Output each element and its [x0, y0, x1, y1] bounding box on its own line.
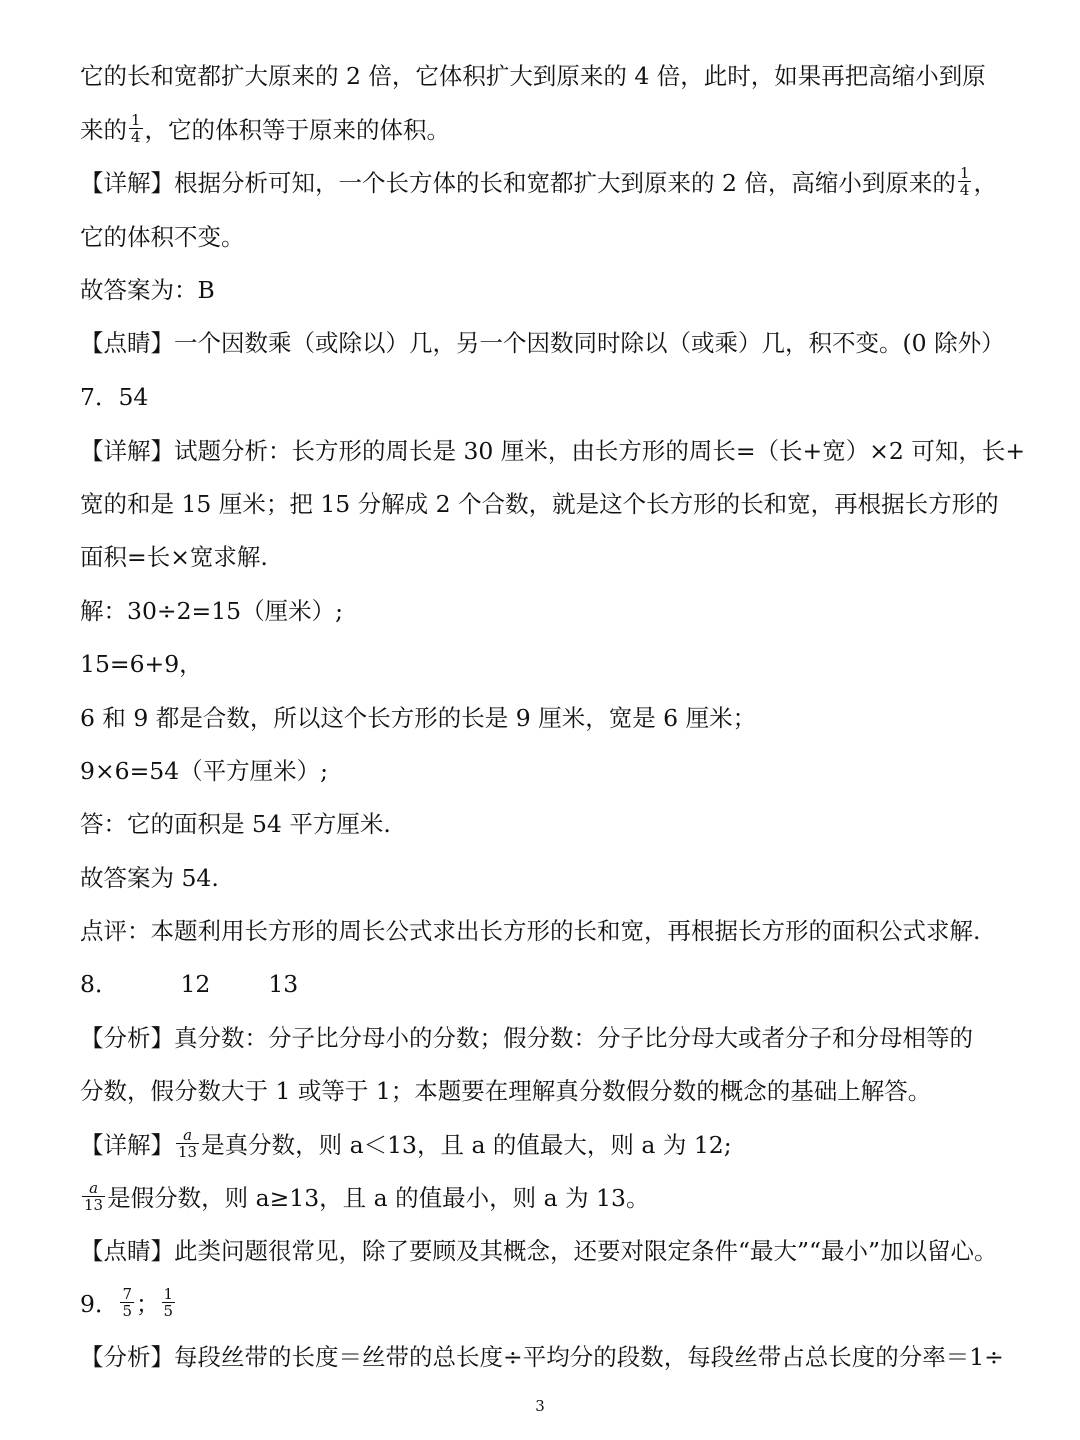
- fraction-denominator: 5: [122, 1302, 132, 1320]
- text-line: 它的长和宽都扩大原来的 2 倍，它体积扩大到原来的 4 倍，此时，如果再把高缩小到原: [80, 62, 986, 90]
- fraction-numerator: a: [183, 1126, 193, 1144]
- solution-line: 答：它的面积是 54 平方厘米.: [80, 810, 391, 838]
- question-number: 9．: [80, 1290, 119, 1318]
- text-segment: ，它的体积等于原来的体积。: [144, 116, 451, 144]
- text-line: [80, 1179, 1010, 1216]
- comment-line: 点评：本题利用长方形的周长公式求出长方形的长和宽，再根据长方形的面积公式求解.: [80, 917, 981, 945]
- fraction-one-quarter: [958, 165, 972, 198]
- tip-line: 【点睛】此类问题很常见，除了要顾及其概念，还要对限定条件“最大”“最小”加以留心。: [80, 1237, 998, 1265]
- fraction-denominator: 4: [959, 181, 970, 199]
- question-number-9: [80, 1285, 1010, 1322]
- answer-line: 故答案为 54.: [80, 864, 219, 892]
- fraction-numerator: 1: [131, 111, 141, 129]
- answer-line: 故答案为：B: [80, 276, 215, 304]
- answer-value: 13: [268, 970, 299, 998]
- text-line: [80, 164, 1010, 201]
- fraction-seven-fifths: [120, 1286, 134, 1319]
- text-line: 它的体积不变。: [80, 223, 245, 251]
- text-line: 宽的和是 15 厘米；把 15 分解成 2 个合数，就是这个长方形的长和宽，再根据长方形的: [80, 490, 999, 518]
- text-segment: ，: [973, 169, 997, 197]
- text-line: 【分析】真分数：分子比分母小的分数；假分数：分子比分母大或者分子和分母相等的: [80, 1024, 973, 1052]
- fraction-one-fifth: [162, 1286, 176, 1319]
- text-line: [80, 1126, 1010, 1163]
- text-segment: 是假分数，则 a≥13，且 a 的值最小，则 a 为 13。: [107, 1184, 650, 1212]
- text-segment: 【详解】根据分析可知，一个长方体的长和宽都扩大到原来的 2 倍，高缩小到原来的: [80, 169, 956, 197]
- text-line: [80, 111, 1010, 148]
- solution-line: 15=6+9，: [80, 650, 203, 678]
- text-line: 面积=长×宽求解.: [80, 543, 268, 571]
- solution-line: 9×6=54（平方厘米）;: [80, 757, 329, 785]
- tip-line: 【点睛】一个因数乘（或除以）几，另一个因数同时除以（或乘）几，积不变。(0 除外）: [80, 329, 1005, 357]
- text-line: 【详解】试题分析：长方形的周长是 30 厘米，由长方形的周长=（长+宽）×2 可知，长+: [80, 437, 1026, 465]
- answer-value: 12: [180, 970, 211, 998]
- fraction-denominator: 13: [84, 1196, 104, 1214]
- fraction-numerator: a: [89, 1179, 99, 1197]
- fraction-numerator: 1: [959, 164, 970, 182]
- solution-line: 解：30÷2=15（厘米）;: [80, 597, 344, 625]
- text-segment: 来的: [80, 116, 127, 144]
- fraction-denominator: 13: [178, 1143, 198, 1161]
- separator: ；: [136, 1290, 160, 1318]
- fraction-a-over-13: [176, 1127, 199, 1160]
- solution-line: 6 和 9 都是合数，所以这个长方形的长是 9 厘米，宽是 6 厘米；: [80, 704, 757, 732]
- text-segment: 【详解】: [80, 1131, 174, 1159]
- question-number: 8．: [80, 970, 119, 998]
- text-line: 【分析】每段丝带的长度＝丝带的总长度÷平均分的段数，每段丝带占总长度的分率＝1÷: [80, 1343, 1004, 1371]
- text-line: 分数，假分数大于 1 或等于 1；本题要在理解真分数假分数的概念的基础上解答。: [80, 1077, 932, 1105]
- question-number-8: [80, 969, 1010, 999]
- text-segment: 是真分数，则 a＜13，且 a 的值最大，则 a 为 12;: [201, 1131, 732, 1159]
- fraction-denominator: 4: [131, 128, 141, 146]
- page-number: 3: [535, 1397, 545, 1415]
- fraction-numerator: 1: [163, 1285, 174, 1303]
- fraction-numerator: 7: [122, 1285, 132, 1303]
- question-number-7: 7．54: [80, 383, 149, 411]
- fraction-denominator: 5: [163, 1302, 174, 1320]
- fraction-a-over-13: [82, 1180, 105, 1213]
- fraction-one-quarter: [129, 112, 143, 145]
